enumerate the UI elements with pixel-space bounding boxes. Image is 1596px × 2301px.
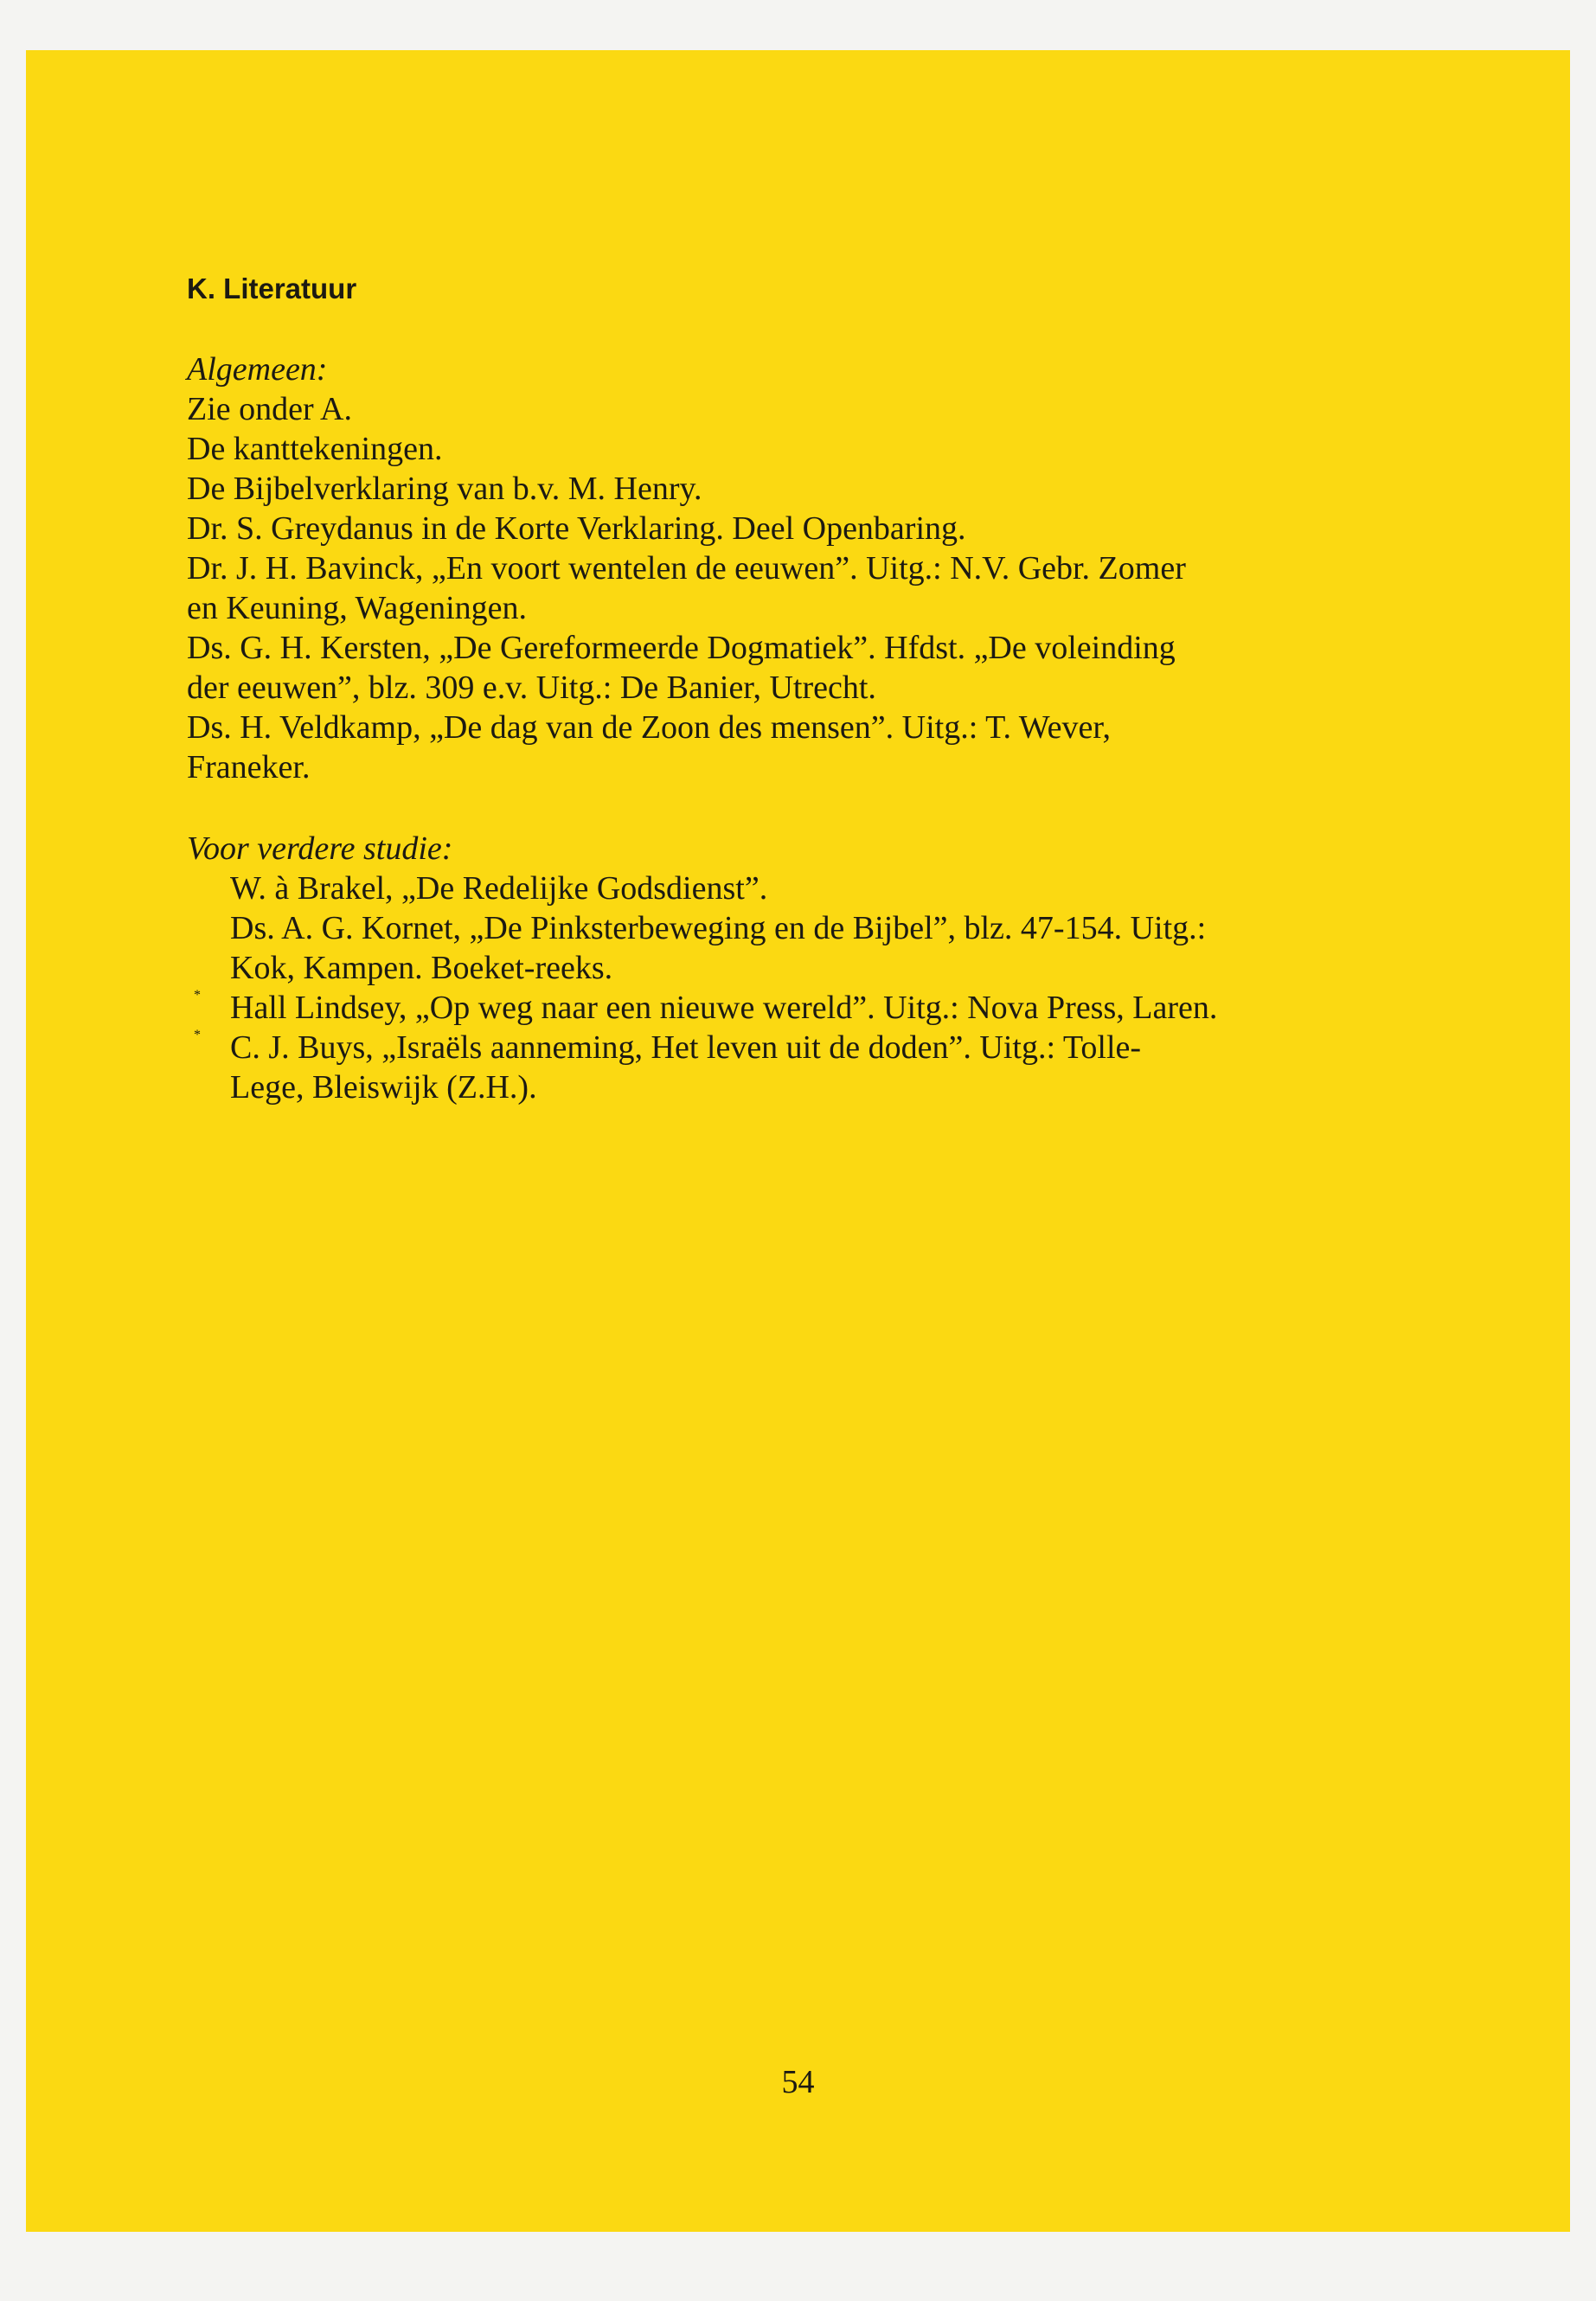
section-gap [187,787,1467,829]
general-line: Zie onder A. [187,391,353,427]
entry-line: Ds. A. G. Kornet, „De Pinksterbeweging en de Bijbel”, blz. 47-154. Uitg.: [230,910,1207,946]
entry-line: C. J. Buys, „Israëls aanneming, Het leven uit de doden”. Uitg.: Tolle- [230,1029,1142,1066]
further-study-heading: Voor verdere studie: [187,830,453,867]
section-heading: K. Literatuur [187,272,357,304]
further-study-list [187,868,1467,1107]
entry-line: Hall Lindsey, „Op weg naar een nieuwe wereld”. Uitg.: Nova Press, Laren. [230,990,1218,1026]
further-study-entry [187,868,1467,908]
general-line: Franeker. [187,749,311,785]
general-line: Dr. J. H. Bavinck, „En voort wentelen de eeuwen”. Uitg.: N.V. Gebr. Zomer [187,550,1186,586]
entry-line: W. à Brakel, „De Redelijke Godsdienst”. [230,870,768,907]
literature-section [187,272,1467,1107]
page-number: 54 [781,2064,815,2100]
general-line: Ds. G. H. Kersten, „De Gereformeerde Dogmatiek”. Hfdst. „De voleinding [187,630,1176,666]
further-study-entry [187,1028,1467,1107]
general-heading: Algemeen: [187,351,328,388]
entry-line: Kok, Kampen. Boeket-reeks. [230,950,613,986]
general-line: De kanttekeningen. [187,431,443,467]
further-study-entry [187,908,1467,988]
entry-line: Lege, Bleiswijk (Z.H.). [230,1069,537,1106]
general-line: der eeuwen”, blz. 309 e.v. Uitg.: De Banier, Utrecht. [187,670,876,706]
star-marker: * [194,1028,201,1042]
general-list [187,389,1467,787]
star-marker: * [194,988,201,1003]
general-line: Dr. S. Greydanus in de Korte Verklaring. Deel Openbaring. [187,510,966,547]
further-study-entry [187,988,1467,1028]
page-sheet [26,50,1570,2232]
general-line: Ds. H. Veldkamp, „De dag van de Zoon des mensen”. Uitg.: T. Wever, [187,709,1111,746]
general-line: en Keuning, Wageningen. [187,590,528,626]
general-line: De Bijbelverklaring van b.v. M. Henry. [187,471,702,507]
